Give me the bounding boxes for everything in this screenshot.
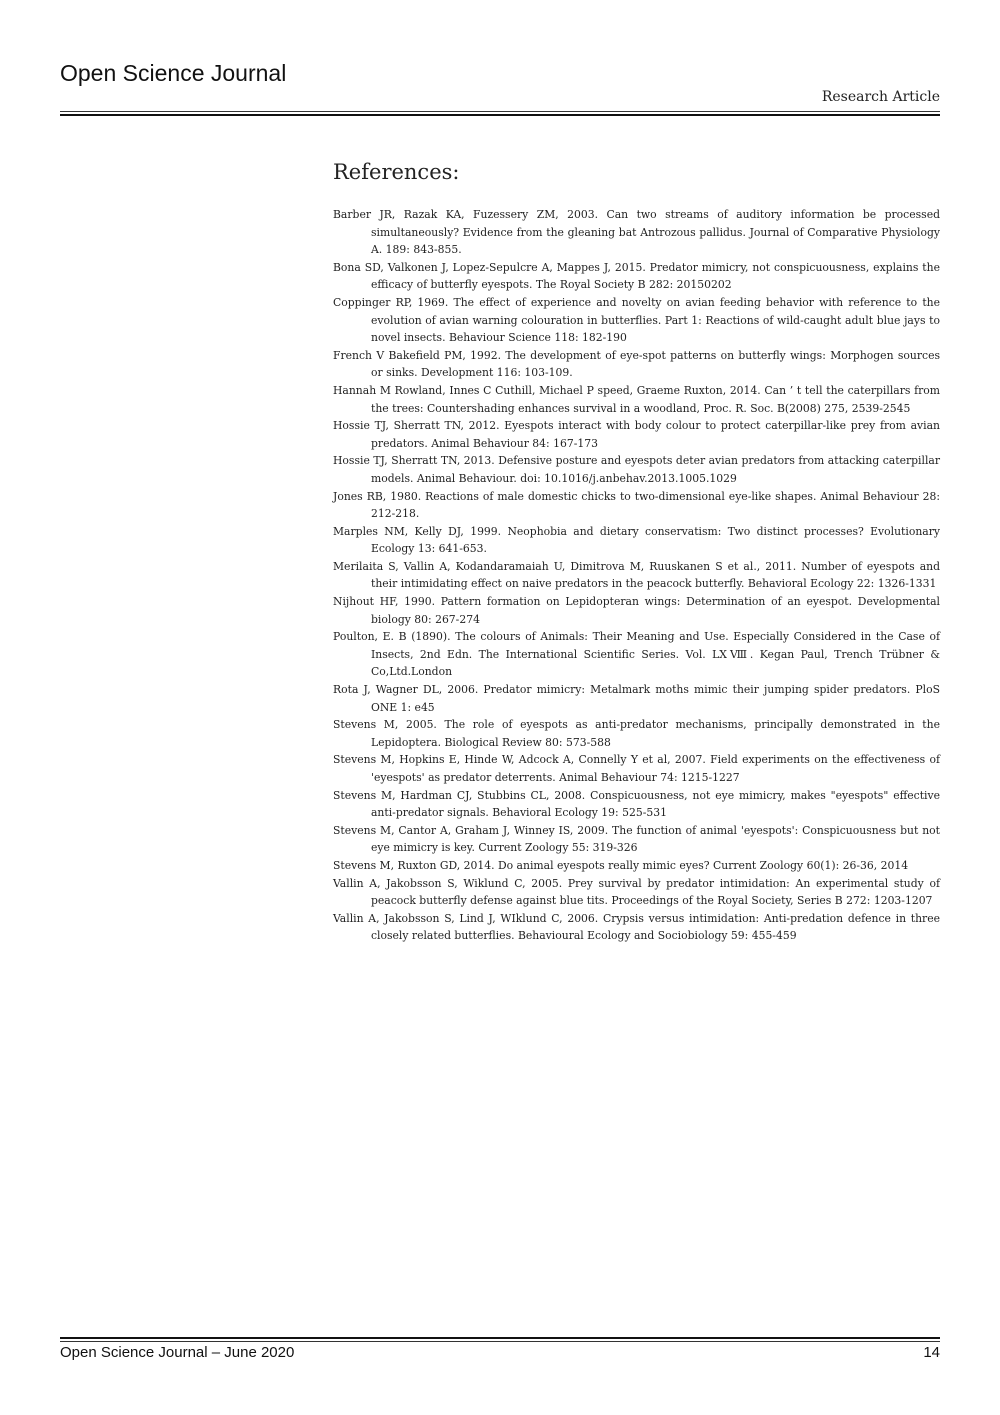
reference-item: Bona SD, Valkonen J, Lopez-Sepulcre A, Mappes J, 2015. Predator mimicry, not conspicuousness, explains the efficacy of butterfly eyespots. The Royal Society B 282: 20150202	[333, 260, 940, 292]
reference-item: Stevens M, Hardman CJ, Stubbins CL, 2008. Conspicuousness, not eye mimicry, makes "eyespots" effective anti-predator signals. Behavioral Ecology 19: 525-531	[333, 788, 940, 820]
reference-item: French V Bakefield PM, 1992. The development of eye-spot patterns on butterfly wings: Morphogen sources or sinks. Development 116: 103-109.	[333, 348, 940, 380]
article-type: Research Article	[821, 89, 940, 105]
page-number: 14	[923, 1344, 940, 1361]
references-heading: References:	[333, 160, 460, 184]
reference-item: Vallin A, Jakobsson S, Lind J, WIklund C, 2006. Crypsis versus intimidation: Anti-predation defence in three closely related butterflies. Behavioural Ecology and Sociobiology 59: 455-459	[333, 911, 940, 943]
header-rule-thin	[60, 111, 940, 112]
header-rule-thick	[60, 114, 940, 116]
reference-item: Stevens M, Cantor A, Graham J, Winney IS, 2009. The function of animal 'eyespots': Conspicuousness but not eye mimicry is key. Current Zoology 55: 319-326	[333, 823, 940, 855]
reference-item: Stevens M, 2005. The role of eyespots as anti-predator mechanisms, principally demonstrated in the Lepidoptera. Biological Review 80: 573-588	[333, 718, 940, 749]
reference-item: Vallin A, Jakobsson S, Wiklund C, 2005. Prey survival by predator intimidation: An experimental study of peacock butterfly defense against blue tits. Proceedings of the Royal Society, Series B 272: 1203-1207	[333, 876, 940, 908]
reference-item: Hossie TJ, Sherratt TN, 2013. Defensive posture and eyespots deter avian predators from attacking caterpillar models. Animal Behaviour. doi: 10.1016/j.anbehav.2013.1005.1029	[333, 454, 940, 485]
reference-item: Coppinger RP, 1969. The effect of experience and novelty on avian feeding behavior with reference to the evolution of avian warning colouration in butterflies. Part 1: Reactions of wild-caught adult blue jays to novel insects. Behaviour Science 118: 182-190	[333, 295, 940, 345]
reference-item: Rota J, Wagner DL, 2006. Predator mimicry: Metalmark moths mimic their jumping spider predators. PloS ONE 1: e45	[333, 683, 940, 714]
footer-journal-date: Open Science Journal – June 2020	[60, 1344, 295, 1361]
references-section	[333, 160, 940, 945]
reference-list	[333, 206, 940, 945]
footer-rule-thin	[60, 1341, 940, 1342]
journal-name: Open Science Journal	[60, 60, 287, 86]
reference-item: Merilaita S, Vallin A, Kodandaramaiah U, Dimitrova M, Ruuskanen S et al., 2011. Number of eyespots and their intimidating effect on naive predators in the peacock butterfly. Behavioral Ecology 22: 1326-1331	[333, 559, 940, 591]
reference-item: Poulton, E. B (1890). The colours of Animals: Their Meaning and Use. Especially Considered in the Case of Insects, 2nd Edn. The International Scientific Series. Vol. LXⅧ. Kegan Paul, Trench Trübner & Co,Ltd.London	[333, 630, 940, 679]
reference-item: Stevens M, Hopkins E, Hinde W, Adcock A, Connelly Y et al, 2007. Field experiments on the effectiveness of 'eyespots' as predator deterrents. Animal Behaviour 74: 1215-1227	[333, 753, 940, 784]
reference-item: Stevens M, Ruxton GD, 2014. Do animal eyespots really mimic eyes? Current Zoology 60(1): 26-36, 2014	[333, 858, 909, 872]
footer-rule-thick	[60, 1337, 940, 1339]
reference-item: Nijhout HF, 1990. Pattern formation on Lepidopteran wings: Determination of an eyespot. Developmental biology 80: 267-274	[333, 595, 940, 626]
reference-item: Hossie TJ, Sherratt TN, 2012. Eyespots interact with body colour to protect caterpillar-like prey from avian predators. Animal Behaviour 84: 167-173	[333, 419, 940, 450]
reference-item: Marples NM, Kelly DJ, 1999. Neophobia and dietary conservatism: Two distinct processes? Evolutionary Ecology 13: 641-653.	[333, 524, 940, 556]
reference-item: Jones RB, 1980. Reactions of male domestic chicks to two-dimensional eye-like shapes. Animal Behaviour 28: 212-218.	[333, 489, 940, 521]
reference-item: Barber JR, Razak KA, Fuzessery ZM, 2003. Can two streams of auditory information be processed simultaneously? Evidence from the gleaning bat Antrozous pallidus. Journal of Comparative Physiology A. 189: 843-855.	[333, 208, 940, 257]
reference-item: Hannah M Rowland, Innes C Cuthill, Michael P speed, Graeme Ruxton, 2014. Can ’ t tell the caterpillars from the trees: Countershading enhances survival in a woodland, Proc. R. Soc. B(2008) 275, 2539-2545	[333, 383, 940, 415]
